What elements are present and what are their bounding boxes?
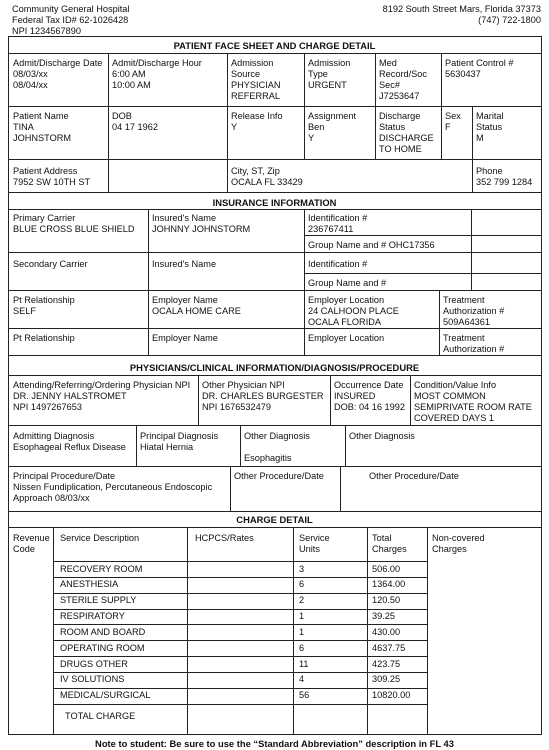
charge-row-units: 6 (299, 642, 305, 653)
attending-physician: Attending/Referring/Ordering Physician NPI DR. JENNY HALSTROMET NPI 1497267653 (13, 380, 191, 412)
rule (53, 609, 427, 610)
charge-row-units: 1 (299, 611, 305, 622)
rule (304, 273, 542, 274)
pt-relationship-1: Pt Relationship SELF (13, 295, 75, 316)
clinical-title: PHYSICIANS/CLINICAL INFORMATION/DIAGNOSIS/PROCEDURE (129, 362, 420, 373)
col-total-charges: Total Charges (372, 533, 407, 554)
primary-group: Group Name and # OHC17356 (308, 240, 435, 250)
patient-control: Patient Control # 5630437 (445, 58, 514, 79)
admit-discharge-date: Admit/Discharge Date 08/03/xx 08/04/xx (13, 58, 103, 90)
admission-source: Admission Source PHYSICIAN REFERRAL (231, 58, 281, 101)
release-info: Release Info Y (231, 111, 283, 132)
col-noncovered-charges: Non-covered Charges (432, 533, 485, 554)
employer-location-1: Employer Location 24 CALHOON PLACE OCALA FLORIDA (308, 295, 399, 327)
rule (8, 159, 542, 160)
rule (53, 577, 427, 578)
charge-row-description: STERILE SUPPLY (60, 595, 137, 606)
charge-row-units: 3 (299, 563, 305, 574)
charge-row-units: 11 (299, 658, 309, 669)
charge-title: CHARGE DETAIL (236, 514, 313, 525)
secondary-carrier: Secondary Carrier (13, 259, 88, 269)
rule (53, 624, 427, 625)
rule (8, 290, 542, 291)
rule (8, 511, 542, 512)
total-charge-label: TOTAL CHARGE (65, 711, 136, 721)
discharge-status: Discharge Status DISCHARGE TO HOME (379, 111, 434, 154)
col-revenue-code: Revenue Code (13, 533, 50, 554)
charge-row-description: DRUGS OTHER (60, 658, 128, 669)
rule (53, 561, 427, 562)
pt-relationship-2: Pt Relationship (13, 333, 75, 343)
charge-row-total: 1364.00 (372, 579, 406, 590)
charge-row-total: 120.50 (372, 595, 401, 606)
rule (8, 375, 542, 376)
rule (53, 640, 427, 641)
charge-row-units: 4 (299, 674, 305, 685)
hospital-name: Community General Hospital (12, 4, 130, 14)
hospital-address: 8192 South Street Mars, Florida 37373 (382, 4, 541, 14)
rule (53, 593, 427, 594)
charge-row-description: ROOM AND BOARD (60, 626, 146, 637)
charge-row-description: OPERATING ROOM (60, 642, 145, 653)
treatment-auth-1: Treatment Authorization # 509A64361 (443, 295, 505, 327)
other-physician: Other Physician NPI DR. CHARLES BURGESTER NPI 1676532479 (202, 380, 324, 412)
rule (8, 192, 542, 193)
rule (8, 466, 542, 467)
treatment-auth-2: Treatment Authorization # (443, 333, 505, 354)
admission-type: Admission Type URGENT (308, 58, 351, 90)
rule (53, 688, 427, 689)
rule (340, 466, 341, 511)
col-service-description: Service Description (60, 533, 140, 543)
primary-identification: Identification # 236767411 (308, 213, 368, 234)
document-header (12, 4, 541, 38)
patient-name: Patient Name TINA JOHNSTORM (13, 111, 72, 143)
charge-row-total: 430.00 (372, 626, 401, 637)
secondary-identification: Identification # (308, 259, 368, 269)
hospital-npi: NPI 1234567890 (12, 25, 81, 36)
charge-row-total: 506.00 (372, 563, 401, 574)
employer-name-1: Employer Name OCALA HOME CARE (152, 295, 241, 316)
occurrence-date: Occurrence Date INSURED DOB: 04 16 1992 (334, 380, 405, 412)
charge-row-units: 6 (299, 579, 305, 590)
secondary-group: Group Name and # (308, 278, 387, 288)
hospital-info (12, 4, 129, 37)
charge-row-description: RECOVERY ROOM (60, 563, 143, 574)
charge-row-units: 2 (299, 595, 305, 606)
hospital-contact (383, 4, 541, 26)
patient-phone: Phone 352 799 1284 (476, 166, 533, 187)
tax-id: Federal Tax ID# 62-1026428 (12, 14, 129, 25)
charge-row-description: MEDICAL/SURGICAL (60, 690, 151, 701)
assignment-ben: Assignment Ben Y (308, 111, 357, 143)
admitting-diagnosis: Admitting Diagnosis Esophageal Reflux Disease (13, 431, 126, 452)
charge-row-description: RESPIRATORY (60, 611, 125, 622)
charge-row-units: 1 (299, 626, 305, 637)
charge-row-total: 4637.75 (372, 642, 406, 653)
employer-name-2: Employer Name (152, 333, 218, 343)
marital-status: Marital Status M (476, 111, 504, 143)
city-state-zip: City, ST, Zip OCALA FL 33429 (231, 166, 303, 187)
charge-row-total: 423.75 (372, 658, 401, 669)
principal-diagnosis: Principal Diagnosis Hiatal Hernia (140, 431, 219, 452)
rule (53, 672, 427, 673)
rule (8, 527, 542, 528)
col-hcpcs-rates: HCPCS/Rates (195, 533, 254, 543)
admit-discharge-hour: Admit/Discharge Hour 6:00 AM 10:00 AM (112, 58, 202, 90)
employer-location-2: Employer Location (308, 333, 385, 343)
document-title: PATIENT FACE SHEET AND CHARGE DETAIL (173, 40, 376, 51)
charge-row-units: 56 (299, 690, 310, 701)
primary-insured-name: Insured's Name JOHNNY JOHNSTORM (152, 213, 251, 234)
rule (8, 252, 542, 253)
med-record: Med Record/Soc Sec# J7253647 (379, 58, 428, 101)
patient-dob: DOB 04 17 1962 (112, 111, 158, 132)
rule (8, 106, 542, 107)
patient-address: Patient Address 7952 SW 10TH ST (13, 166, 91, 187)
other-procedure-1: Other Procedure/Date (234, 471, 324, 481)
rule (53, 704, 427, 705)
patient-sex: Sex F (445, 111, 461, 132)
rule (108, 159, 109, 192)
rule (8, 53, 542, 54)
charge-row-total: 10820.00 (372, 690, 411, 701)
charge-row-total: 309.25 (372, 674, 401, 685)
col-service-units: Service Units (299, 533, 330, 554)
rule (8, 425, 542, 426)
primary-carrier: Primary Carrier BLUE CROSS BLUE SHIELD (13, 213, 135, 234)
rule (427, 527, 428, 735)
condition-value-info: Condition/Value Info MOST COMMON SEMIPRIVATE ROOM RATE COVERED DAYS 1 (414, 380, 532, 423)
charge-row-description: ANESTHESIA (60, 579, 119, 590)
principal-procedure: Principal Procedure/Date Nissen Fundiplication, Percutaneous Endoscopic Approach 08/03/xx (13, 471, 213, 503)
rule (8, 209, 542, 210)
secondary-insured-name: Insured's Name (152, 259, 217, 269)
footer-note: Note to student: Be sure to use the “Standard Abbreviation” description in FL 43 (95, 738, 454, 749)
insurance-title: INSURANCE INFORMATION (212, 197, 337, 208)
other-diagnosis-1: Other Diagnosis Esophagitis (244, 431, 310, 463)
charge-row-total: 39.25 (372, 611, 395, 622)
other-diagnosis-2: Other Diagnosis (349, 431, 415, 441)
rule (53, 656, 427, 657)
hospital-phone: (747) 722-1800 (478, 14, 541, 25)
other-procedure-2: Other Procedure/Date (369, 471, 459, 481)
charge-row-description: IV SOLUTIONS (60, 674, 125, 685)
